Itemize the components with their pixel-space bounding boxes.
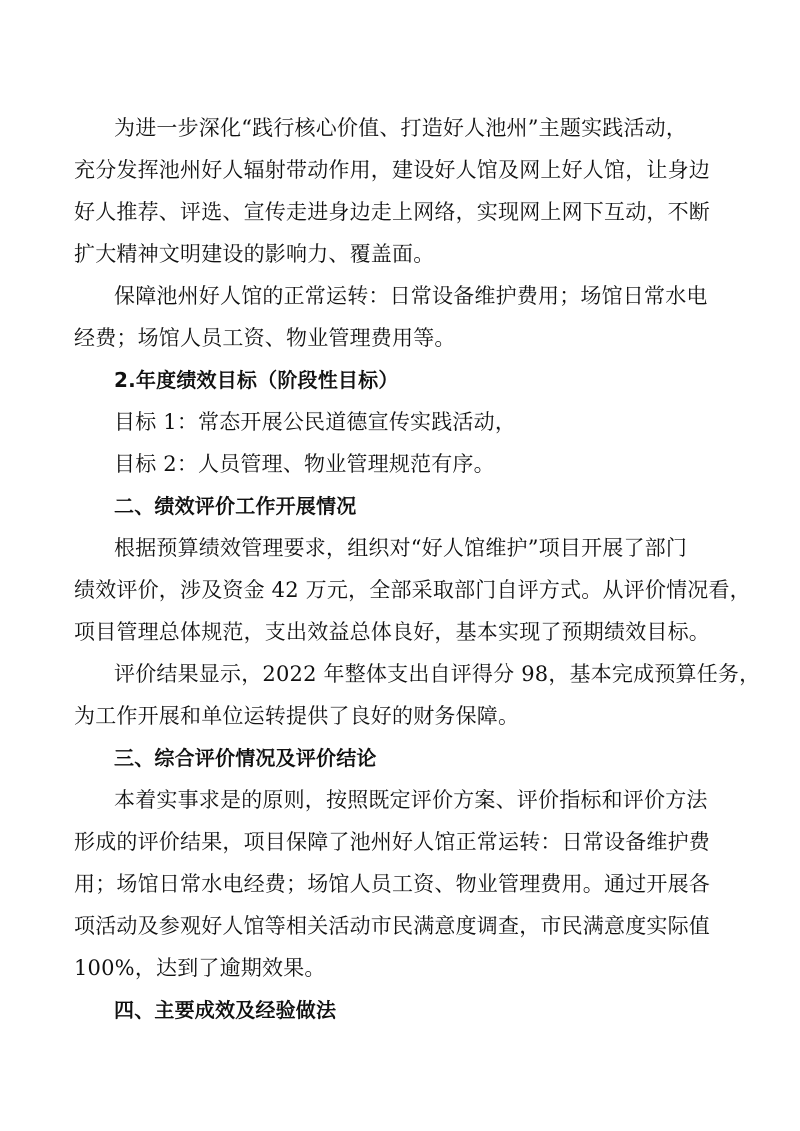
paragraph-1-line-1: 为进一步深化“践行核心价值、打造好人池州”主题实践活动，	[114, 116, 688, 140]
paragraph-1-line-2: 充分发挥池州好人辐射带动作用，建设好人馆及网上好人馆，让身边	[74, 158, 710, 182]
paragraph-5-line-1: 本着实事求是的原则，按照既定评价方案、评价指标和评价方法	[114, 788, 708, 812]
section-heading-3: 三、综合评价情况及评价结论	[114, 746, 377, 770]
goal-1-line: 目标 1：常态开展公民道德宣传实践活动，	[114, 410, 517, 434]
paragraph-5-line-5: 100%，达到了逾期效果。	[74, 956, 326, 980]
section-heading-4: 四、主要成效及经验做法	[114, 998, 337, 1022]
paragraph-5-line-2: 形成的评价结果，项目保障了池州好人馆正常运转：日常设备维护费	[74, 830, 710, 854]
goal-2-line: 目标 2：人员管理、物业管理规范有序。	[114, 452, 495, 476]
section-heading-2: 二、绩效评价工作开展情况	[114, 494, 357, 518]
paragraph-5-line-3: 用；场馆日常水电经费；场馆人员工资、物业管理费用。通过开展各	[74, 872, 710, 896]
paragraph-3-line-3: 项目管理总体规范，支出效益总体良好，基本实现了预期绩效目标。	[74, 620, 710, 644]
paragraph-1-line-3: 好人推荐、评选、宣传走进身边走上网络，实现网上网下互动，不断	[74, 200, 710, 224]
paragraph-2-line-1: 保障池州好人馆的正常运转：日常设备维护费用；场馆日常水电	[114, 284, 708, 308]
paragraph-1-line-4: 扩大精神文明建设的影响力、覆盖面。	[74, 242, 435, 266]
paragraph-4-line-2: 为工作开展和单位运转提供了良好的财务保障。	[74, 704, 520, 728]
paragraph-3-line-2: 绩效评价，涉及资金 42 万元，全部采取部门自评方式。从评价情况看，	[74, 578, 751, 602]
paragraph-4-line-1: 评价结果显示，2022 年整体支出自评得分 98，基本完成预算任务，	[114, 662, 761, 686]
paragraph-2-line-2: 经费；场馆人员工资、物业管理费用等。	[74, 326, 456, 350]
paragraph-5-line-4: 项活动及参观好人馆等相关活动市民满意度调查，市民满意度实际值	[74, 914, 710, 938]
section-heading-annual-goals: 2.年度绩效目标（阶段性目标）	[114, 368, 399, 392]
paragraph-3-line-1: 根据预算绩效管理要求，组织对“好人馆维护”项目开展了部门	[114, 536, 688, 560]
